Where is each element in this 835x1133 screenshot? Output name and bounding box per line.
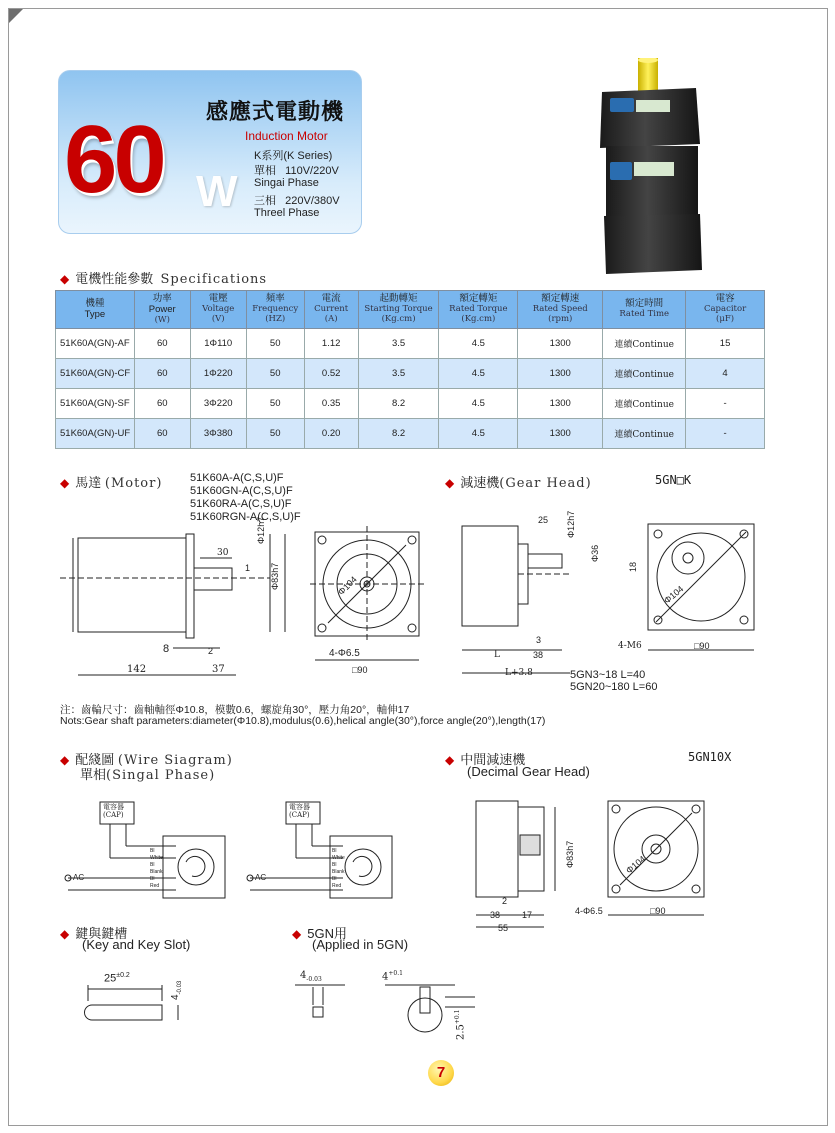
cap-label-cn-1: 電容器 — [103, 804, 124, 811]
gn-subheading: (Applied in 5GN) — [312, 937, 409, 952]
cap-label-cn-2: 電容器 — [289, 804, 310, 811]
specs-table — [55, 290, 765, 449]
spec-col-0: 機種 Type — [56, 291, 135, 329]
single-phase-en: Singai Phase — [254, 177, 319, 189]
spec-cell: 51K60A(GN)-CF — [56, 359, 135, 389]
spec-cell: 連續Continue — [603, 359, 686, 389]
spec-col-9: 電容 Capacitor (μF) — [686, 291, 765, 329]
spec-cell: 3.5 — [358, 359, 439, 389]
series: K系列(K Series) — [254, 150, 333, 162]
decimal-dim-17: 17 — [522, 910, 533, 920]
key-subheading: (Key and Key Slot) — [82, 937, 191, 952]
spec-cell: 4.5 — [439, 389, 518, 419]
decimal-dim-pilot: Φ83h7 — [565, 840, 575, 868]
spec-cell: 8.2 — [358, 419, 439, 449]
motor-model-3: 51K60RA-A(C,S,U)F — [190, 498, 292, 510]
gn-heading: ◆ 5GN用 — [292, 926, 347, 941]
spec-cell: 3Φ380 — [190, 419, 246, 449]
cap-label-en-1: (CAP) — [103, 811, 124, 819]
motor-heading: ◆ 馬達 (Motor) — [60, 475, 163, 491]
decimal-model: 5GN10X — [688, 750, 732, 764]
gear-note-cn: 注：齒輪尺寸：齒軸軸徑Φ10.8，模數0.6，螺旋角30°，壓力角20°，軸伸17 — [60, 704, 410, 716]
spec-cell: 60 — [134, 419, 190, 449]
decimal-dim-38: 38 — [490, 910, 501, 920]
spec-cell: 連續Continue — [603, 389, 686, 419]
page-number: 7 — [428, 1060, 454, 1086]
gear-dim-pcd: Φ104 — [662, 583, 686, 606]
spec-cell: 8.2 — [358, 389, 439, 419]
spec-col-4: 電流 Current (A) — [304, 291, 358, 329]
spec-cell: 15 — [686, 329, 765, 359]
spec-cell: 1300 — [518, 389, 603, 419]
spec-cell: 51K60A(GN)-SF — [56, 389, 135, 419]
spec-cell: 4 — [686, 359, 765, 389]
spec-cell: 1300 — [518, 329, 603, 359]
ac-label-1: AC — [73, 873, 85, 882]
motor-model-4: 51K60RGN-A(C,S,U)F — [190, 511, 301, 523]
spec-cell: 60 — [134, 359, 190, 389]
gear-note-2: 5GN20~180 L=60 — [570, 681, 658, 693]
power-unit: W — [196, 167, 238, 216]
gear-dim-3: 3 — [536, 635, 542, 645]
spec-cell: 1300 — [518, 359, 603, 389]
gear-dim-18: 18 — [628, 561, 638, 572]
spec-cell: 50 — [246, 419, 304, 449]
gear-dim-L: L — [494, 650, 500, 660]
spec-cell: 4.5 — [439, 329, 518, 359]
spec-cell: - — [686, 419, 765, 449]
motor-dim-2: 2 — [208, 646, 214, 656]
spec-cell: 50 — [246, 359, 304, 389]
decimal-dim-square: □90 — [650, 906, 666, 916]
motor-dim-1: 1 — [245, 563, 251, 573]
gear-dim-total: L+3.8 — [505, 668, 533, 678]
spec-col-3: 頻率 Frequency (HZ) — [246, 291, 304, 329]
spec-cell: 4.5 — [439, 359, 518, 389]
gear-dim-38: 38 — [533, 650, 544, 660]
spec-col-8: 額定時間 Rated Time — [603, 291, 686, 329]
spec-cell: 50 — [246, 389, 304, 419]
decimal-subheading: (Decimal Gear Head) — [467, 764, 590, 779]
motor-dim-pilot: Φ83h7 — [270, 562, 280, 590]
spec-cell: 51K60A(GN)-AF — [56, 329, 135, 359]
spec-col-1: 功率 Power (W) — [134, 291, 190, 329]
decimal-dim-holes: 4-Φ6.5 — [575, 906, 603, 916]
gear-dim-36: Φ36 — [590, 544, 600, 562]
gn-drawing — [295, 975, 475, 1050]
motor-dim-holes: 4-Φ6.5 — [329, 648, 360, 659]
spec-row — [56, 359, 765, 389]
spec-cell: 3.5 — [358, 329, 439, 359]
spec-col-6: 額定轉矩 Rated Torque (Kg.cm) — [439, 291, 518, 329]
spec-cell: 連續Continue — [603, 419, 686, 449]
spec-col-5: 起動轉矩 Starting Torque (Kg.cm) — [358, 291, 439, 329]
three-phase-en: Threel Phase — [254, 207, 320, 219]
spec-cell: 60 — [134, 329, 190, 359]
motor-model-2: 51K60GN-A(C,S,U)F — [190, 485, 293, 497]
decimal-heading: ◆ 中間減速機 — [445, 752, 526, 767]
motor-model-1: 51K60A-A(C,S,U)F — [190, 472, 284, 484]
decimal-drawing — [470, 795, 770, 930]
key-heading: ◆ 鍵與鍵槽 — [60, 926, 128, 941]
single-phase-line: 單相 110V/220V — [254, 165, 339, 177]
wiring-subheading: 單相(Singal Phase) — [80, 767, 216, 783]
spec-cell: 1.12 — [304, 329, 358, 359]
spec-cell: 60 — [134, 389, 190, 419]
spec-col-2: 電壓 Voltage (V) — [190, 291, 246, 329]
specs-heading: ◆ 電機性能參數 Specifications — [60, 271, 268, 287]
spec-cell: 3Φ220 — [190, 389, 246, 419]
spec-cell: 0.52 — [304, 359, 358, 389]
spec-row — [56, 419, 765, 449]
gear-model: 5GN□K — [655, 473, 692, 487]
title-cn: 感應式電動機 — [206, 99, 345, 124]
title-en: Induction Motor — [245, 129, 328, 143]
gear-dim-shaft: Φ12h7 — [566, 510, 576, 538]
cap-label-en-2: (CAP) — [289, 811, 310, 819]
spec-cell: 51K60A(GN)-UF — [56, 419, 135, 449]
spec-cell: - — [686, 389, 765, 419]
spec-row — [56, 329, 765, 359]
decimal-dim-pcd: Φ104 — [624, 853, 648, 876]
gn-key-width: $4_{-0.03}$ — [300, 970, 322, 983]
motor-dim-square: □90 — [352, 665, 368, 675]
motor-dim-30: 30 — [217, 548, 229, 558]
motor-dim-pcd: Φ104 — [336, 574, 359, 598]
gear-heading: ◆ 減速機(Gear Head) — [445, 475, 592, 491]
gear-dim-holes: 4-M6 — [618, 641, 642, 651]
motor-drawing — [60, 520, 440, 685]
decimal-dim-2: 2 — [502, 896, 508, 906]
motor-dim-142: 142 — [127, 664, 147, 675]
spec-cell: 1Φ110 — [190, 329, 246, 359]
spec-cell: 1Φ220 — [190, 359, 246, 389]
gear-note-1: 5GN3~18 L=40 — [570, 669, 646, 681]
gear-dim-25: 25 — [538, 515, 549, 525]
motor-dim-37: 37 — [212, 664, 225, 675]
wire-labels-2: Bl White Bl Blank Bl Red — [332, 848, 345, 889]
key-width: $4_{-0.03}$ — [170, 980, 183, 1000]
spec-cell: 1300 — [518, 419, 603, 449]
power-number: 60 — [64, 106, 163, 213]
spec-cell: 4.5 — [439, 419, 518, 449]
wire-labels-1: Bl White Bl Blank Bl Red — [150, 848, 163, 889]
spec-cell: 0.20 — [304, 419, 358, 449]
spec-row — [56, 389, 765, 419]
gn-slot-width: $4^{+0.1}$ — [382, 970, 403, 983]
three-phase-line: 三相 220V/380V — [254, 195, 340, 207]
gn-depth: $2.5^{+0.1}$ — [454, 1009, 467, 1040]
spec-cell: 50 — [246, 329, 304, 359]
wiring-heading: ◆ 配綫圖 (Wire Siagram) — [60, 752, 233, 768]
spec-col-7: 額定轉速 Rated Speed (rpm) — [518, 291, 603, 329]
spec-cell: 0.35 — [304, 389, 358, 419]
motor-dim-8: 8 — [163, 643, 170, 655]
gear-dim-square: □90 — [694, 641, 710, 651]
gear-drawing — [460, 510, 770, 685]
spec-cell: 連續Continue — [603, 329, 686, 359]
ac-label-2: AC — [255, 873, 267, 882]
gear-note-en: Nots:Gear shaft parameters:diameter(Φ10.8),modulus(0.6),helical angle(30°),force angle(20°),length(17) — [60, 715, 546, 727]
motor-product-image — [596, 58, 706, 274]
motor-dim-shaft: Φ12h7 — [256, 516, 266, 544]
key-length: $25^{\pm 0.2}$ — [104, 972, 130, 985]
decimal-dim-55: 55 — [498, 923, 509, 933]
